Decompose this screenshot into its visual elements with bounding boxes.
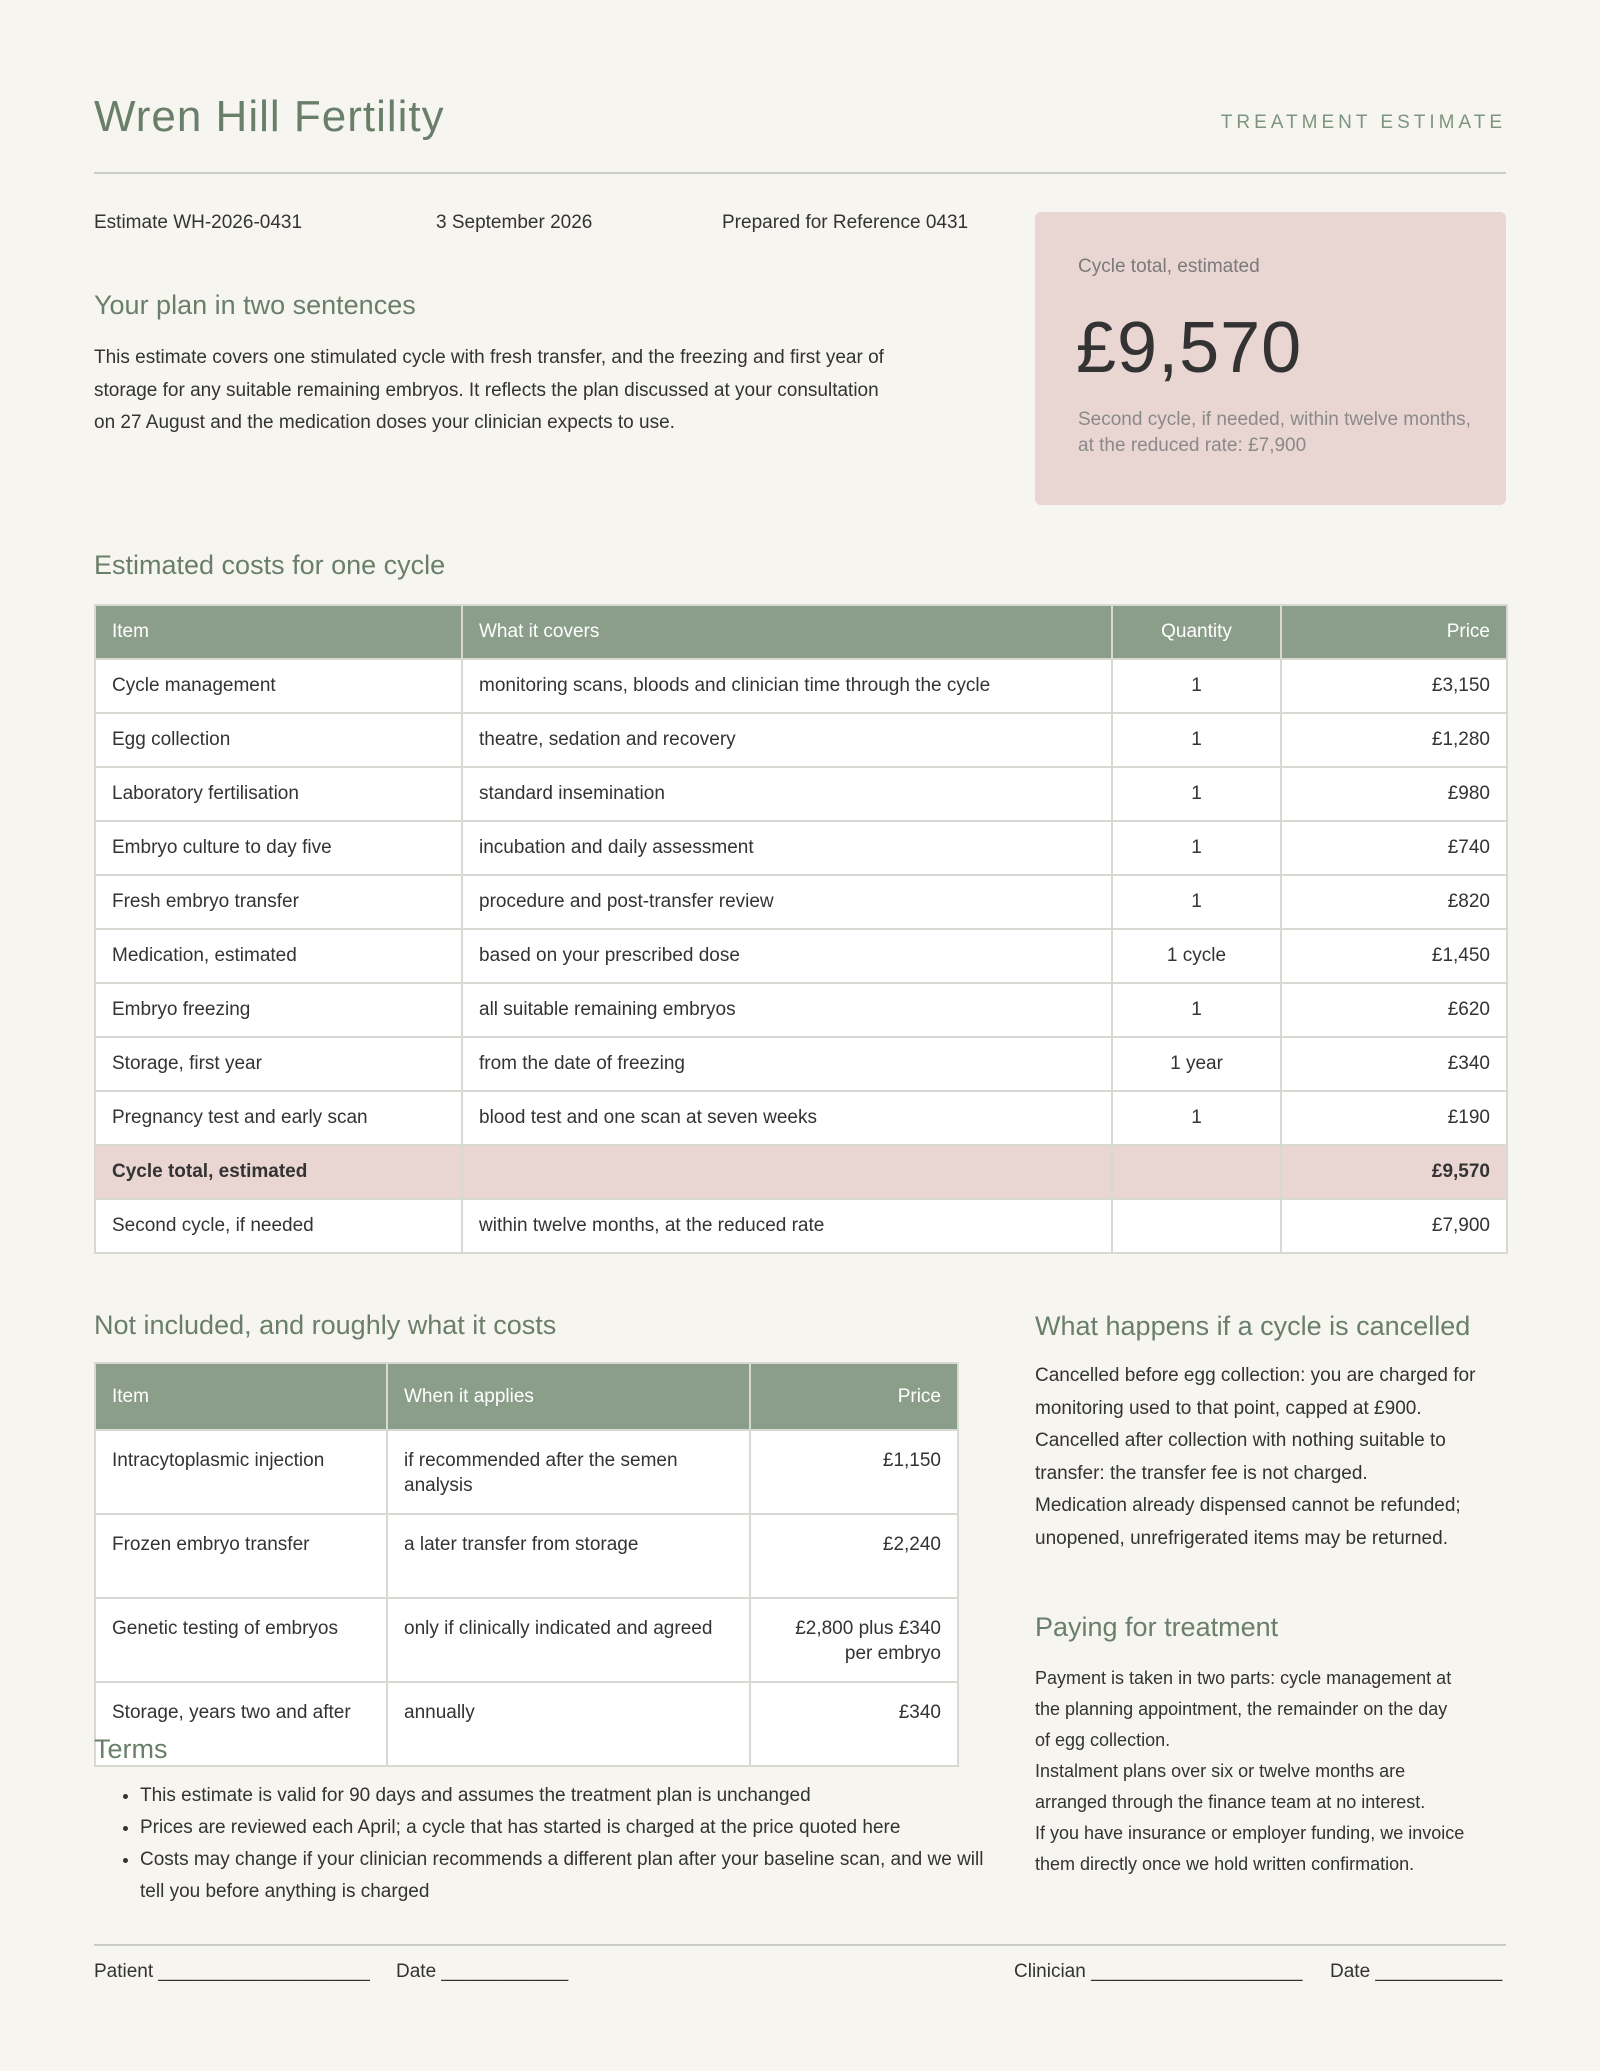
costs-table	[94, 604, 1508, 1254]
clinic-name: Wren Hill Fertility	[94, 92, 445, 141]
item-cell: Embryo freezing	[95, 983, 462, 1037]
document-header	[94, 92, 1506, 174]
column-header: Price	[1281, 605, 1507, 659]
table-row	[95, 875, 1507, 929]
cancelled-line: transfer: the transfer fee is not charged.	[1035, 1462, 1368, 1484]
table-row	[95, 713, 1507, 767]
quantity-cell: 1	[1112, 983, 1281, 1037]
price-cell: £2,240	[750, 1514, 958, 1598]
price-cell: £1,150	[750, 1430, 958, 1514]
item-cell: Intracytoplasmic injection	[95, 1430, 387, 1514]
table-row	[95, 1514, 958, 1598]
second-cycle-note: Second cycle, if needed, within twelve months, at the reduced rate: £7,900	[1078, 409, 1471, 456]
item-cell: Storage, first year	[95, 1037, 462, 1091]
costs-header-row	[95, 605, 1507, 659]
quantity-cell: 1	[1112, 767, 1281, 821]
table-row	[95, 1037, 1507, 1091]
covers-cell: monitoring scans, bloods and clinician time through the cycle	[462, 659, 1112, 713]
not-included-heading: Not included, and roughly what it costs	[94, 1310, 557, 1340]
patient-signature-field[interactable]: Patient ____________________	[94, 1961, 370, 1982]
price-cell: £7,900	[1281, 1199, 1507, 1253]
price-cell: £3,150	[1281, 659, 1507, 713]
price-cell: £1,280	[1281, 713, 1507, 767]
covers-cell: incubation and daily assessment	[462, 821, 1112, 875]
quantity-cell	[1112, 1199, 1281, 1253]
column-header: Price	[750, 1363, 958, 1430]
paying-line: If you have insurance or employer funding, we invoice	[1035, 1823, 1465, 1843]
covers-cell: blood test and one scan at seven weeks	[462, 1091, 1112, 1145]
quantity-cell: 1	[1112, 1091, 1281, 1145]
covers-cell: within twelve months, at the reduced rate	[462, 1199, 1112, 1253]
terms-item: • Costs may change if your clinician recommends a different plan after your baseline scan, and we will tell you before anything is charged	[140, 1844, 1010, 1908]
prepared-for: Prepared for Reference 0431	[722, 212, 969, 233]
when-cell: only if clinically indicated and agreed	[387, 1598, 750, 1682]
table-row	[95, 929, 1507, 983]
price-cell: £190	[1281, 1091, 1507, 1145]
price-cell: £820	[1281, 875, 1507, 929]
column-header: Item	[95, 1363, 387, 1430]
cycle-total-row	[95, 1145, 1507, 1199]
plan-heading: Your plan in two sentences	[94, 290, 416, 320]
item-cell: Second cycle, if needed	[95, 1199, 462, 1253]
quantity-cell: 1	[1112, 713, 1281, 767]
cycle-total-card	[1035, 212, 1506, 505]
cancelled-line: unopened, unrefrigerated items may be returned.	[1035, 1527, 1448, 1549]
quantity-cell: 1	[1112, 821, 1281, 875]
price-cell: £980	[1281, 767, 1507, 821]
covers-cell: theatre, sedation and recovery	[462, 713, 1112, 767]
paying-line: Payment is taken in two parts: cycle management at	[1035, 1668, 1452, 1688]
paying-line: arranged through the finance team at no interest.	[1035, 1792, 1426, 1812]
covers-cell	[462, 1145, 1112, 1199]
quantity-cell: 1 year	[1112, 1037, 1281, 1091]
quantity-cell	[1112, 1145, 1281, 1199]
when-cell: annually	[387, 1682, 750, 1766]
not-included-table	[94, 1362, 959, 1767]
costs-body	[95, 659, 1507, 1253]
terms-item: • This estimate is valid for 90 days and assumes the treatment plan is unchanged	[140, 1780, 1010, 1812]
plan-line: on 27 August and the medication doses your clinician expects to use.	[94, 412, 675, 433]
price-cell: £340	[750, 1682, 958, 1766]
table-row	[95, 659, 1507, 713]
price-cell: £340	[1281, 1037, 1507, 1091]
item-cell: Genetic testing of embryos	[95, 1598, 387, 1682]
table-row	[95, 1091, 1507, 1145]
estimate-number: Estimate WH-2026-0431	[94, 212, 303, 233]
estimate-date: 3 September 2026	[436, 212, 593, 233]
price-cell: £740	[1281, 821, 1507, 875]
clinician-date-field[interactable]: Date ____________	[1330, 1961, 1503, 1982]
when-cell: if recommended after the semen analysis	[387, 1430, 750, 1514]
clinician-signature-field[interactable]: Clinician ____________________	[1014, 1961, 1303, 1982]
table-row	[95, 1682, 958, 1766]
cycle-total-amount: £9,570	[1076, 308, 1303, 388]
item-cell: Storage, years two and after	[95, 1682, 387, 1766]
terms-item: • Prices are reviewed each April; a cycle that has started is charged at the price quoted here	[140, 1812, 1010, 1844]
price-cell: £1,450	[1281, 929, 1507, 983]
costs-heading: Estimated costs for one cycle	[94, 550, 446, 580]
cancelled-text	[1035, 1360, 1506, 1555]
paying-text	[1035, 1663, 1506, 1880]
quantity-cell: 1	[1112, 875, 1281, 929]
item-cell: Pregnancy test and early scan	[95, 1091, 462, 1145]
item-cell: Medication, estimated	[95, 929, 462, 983]
second-cycle-row	[95, 1199, 1507, 1253]
item-cell: Frozen embryo transfer	[95, 1514, 387, 1598]
item-cell: Laboratory fertilisation	[95, 767, 462, 821]
covers-cell: standard insemination	[462, 767, 1112, 821]
cycle-total-label: Cycle total, estimated	[1078, 256, 1260, 277]
table-row	[95, 1430, 958, 1514]
cancelled-line: Cancelled after collection with nothing suitable to	[1035, 1430, 1446, 1451]
paying-line: the planning appointment, the remainder on the day	[1035, 1699, 1448, 1719]
document-type: TREATMENT ESTIMATE	[1220, 112, 1506, 133]
not-included-body	[95, 1430, 958, 1766]
table-row	[95, 821, 1507, 875]
cancelled-line: monitoring used to that point, capped at £900.	[1035, 1397, 1422, 1419]
price-cell: £620	[1281, 983, 1507, 1037]
not-included-header-row	[95, 1363, 958, 1430]
column-header: Quantity	[1112, 605, 1281, 659]
terms-list	[114, 1780, 1010, 1908]
item-cell: Egg collection	[95, 713, 462, 767]
paying-line: them directly once we hold written confirmation.	[1035, 1854, 1415, 1874]
paying-heading: Paying for treatment	[1035, 1612, 1279, 1642]
when-cell: a later transfer from storage	[387, 1514, 750, 1598]
table-row	[95, 767, 1507, 821]
quantity-cell: 1 cycle	[1112, 929, 1281, 983]
column-header: Item	[95, 605, 462, 659]
covers-cell: based on your prescribed dose	[462, 929, 1112, 983]
column-header: What it covers	[462, 605, 1112, 659]
table-row	[95, 1598, 958, 1682]
table-row	[95, 983, 1507, 1037]
quantity-cell: 1	[1112, 659, 1281, 713]
item-cell: Cycle management	[95, 659, 462, 713]
footer-divider	[94, 1944, 1506, 1946]
patient-date-field[interactable]: Date ____________	[396, 1961, 569, 1982]
price-cell: £9,570	[1281, 1145, 1507, 1199]
cancelled-line: Cancelled before egg collection: you are charged for	[1035, 1365, 1476, 1386]
covers-cell: all suitable remaining embryos	[462, 983, 1112, 1037]
plan-summary	[94, 342, 954, 440]
item-cell: Cycle total, estimated	[95, 1145, 462, 1199]
terms-heading: Terms	[94, 1734, 168, 1764]
item-cell: Embryo culture to day five	[95, 821, 462, 875]
cancelled-line: Medication already dispensed cannot be refunded;	[1035, 1495, 1461, 1516]
paying-line: Instalment plans over six or twelve months are	[1035, 1761, 1406, 1781]
paying-line: of egg collection.	[1035, 1730, 1171, 1750]
price-cell: £2,800 plus £340 per embryo	[750, 1598, 958, 1682]
covers-cell: from the date of freezing	[462, 1037, 1112, 1091]
item-cell: Fresh embryo transfer	[95, 875, 462, 929]
cancelled-heading: What happens if a cycle is cancelled	[1035, 1311, 1471, 1341]
plan-line: storage for any suitable remaining embryos. It reflects the plan discussed at your consultation	[94, 379, 879, 401]
plan-line: This estimate covers one stimulated cycle with fresh transfer, and the freezing and first year of	[94, 347, 884, 368]
column-header: When it applies	[387, 1363, 750, 1430]
covers-cell: procedure and post-transfer review	[462, 875, 1112, 929]
